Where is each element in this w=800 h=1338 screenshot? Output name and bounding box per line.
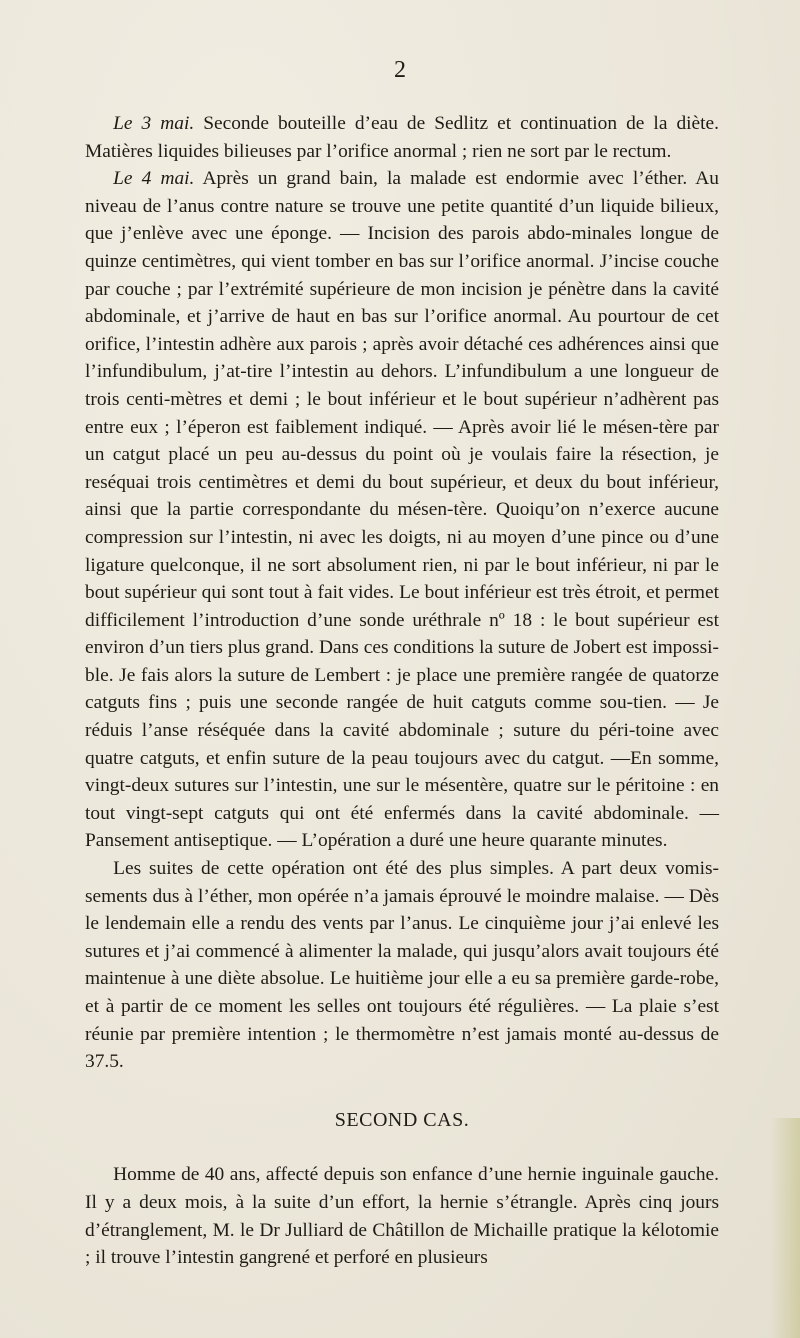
paragraph-text: Après un grand bain, la malade est endormie avec l’éther. Au niveau de l’anus contre nature se trouve une petite quantité d’un liquide bilieux, que j’enlève avec une éponge. — Incision des parois abdo-minales longue de quinze centimètres, qui vient tomber en bas sur l’orifice anormal. J’incise couche par couche ; par l’extrémité supérieure de mon incision je pénètre dans la cavité abdominale, et j’arrive de haut en bas sur l’orifice anormal. Au pourtour de cet orifice, l’intestin adhère aux parois ; après avoir détaché ces adhérences ainsi que l’infundibulum, j’at-tire l’intestin au dehors. L’infundibulum a une longueur de trois centi-mètres et demi ; le bout inférieur et le bout supérieur n’adhèrent pas entre eux ; l’éperon est faiblement indiqué. — Après avoir lié le mésen-tère par un catgut placé un peu au-dessus du point où je voulais faire la résection, je reséquai trois centimètres et demi du bout supérieur, et deux du bout inférieur, ainsi que la partie correspondante du mésen-tère. Quoiqu’on n’exerce aucune compression sur l’intestin, ni avec les doigts, ni au moyen d’une pince ou d’une ligature quelconque, il ne sort absolument rien, ni par le bout inférieur, ni par le bout supérieur qui sont tout à fait vides. Le bout inférieur est très étroit, et permet difficilement l’introduction d’une sonde uréthrale nº 18 : le bout supérieur est environ d’un tiers plus grand. Dans ces conditions la suture de Jobert est impossi-ble. Je fais alors la suture de Lembert : je place une première rangée de quatorze catguts fins ; puis une seconde rangée de huit catguts comme sou-tien. — Je réduis l’anse réséquée dans la cavité abdominale ; suture du péri-toine avec quatre catguts, et enfin suture de la peau toujours avec du catgut. —En somme, vingt-deux sutures sur l’intestin, une sur le mésentère, quatre sur le péritoine : en tout vingt-sept catguts qui ont été enfermés dans la cavité abdominale. — Pansement antiseptique. — L’opération a duré une heure quarante minutes. (85, 168, 719, 852)
body-text (85, 110, 719, 1272)
paragraph-may-4 (85, 165, 719, 855)
paragraph-text: Seconde bouteille d’eau de Sedlitz et continuation de la diète. Matières liquides bilieuses par l’orifice anormal ; rien ne sort par le rectum. (85, 113, 719, 162)
page-number: 2 (394, 57, 406, 83)
page-stain (770, 1118, 800, 1338)
date-label: Le 4 mai. (113, 168, 195, 190)
date-label: Le 3 mai. (113, 113, 195, 134)
paragraph-may-3 (85, 110, 719, 165)
paragraph-aftermath (85, 855, 719, 1076)
section-heading: SECOND CAS. (334, 1108, 470, 1131)
paragraph-text: Homme de 40 ans, affecté depuis son enfance d’une hernie inguinale gauche. Il y a deux mois, à la suite d’un effort, la hernie s’étrangle. Après cinq jours d’étranglement, M. le Dr Julliard de Châtillon de Michaille pratique la kélotomie ; il trouve l’intestin gangrené et perforé en plusieurs (85, 1164, 719, 1269)
paragraph-text: Les suites de cette opération ont été des plus simples. A part deux vomis-sements dus à l’éther, mon opérée n’a jamais éprouvé le moindre malaise. — Dès le lendemain elle a rendu des vents par l’anus. Le cinquième jour j’ai enlevé les sutures et j’ai commencé à alimenter la malade, qui jusqu’alors avait toujours été maintenue à une diète absolue. Le huitième jour elle a eu sa première garde-robe, et à partir de ce moment les selles ont toujours été régulières. — La plaie s’est réunie par première intention ; le thermomètre n’est jamais monté au-dessus de 37.5. (85, 858, 719, 1073)
paragraph-second-case (85, 1161, 719, 1271)
